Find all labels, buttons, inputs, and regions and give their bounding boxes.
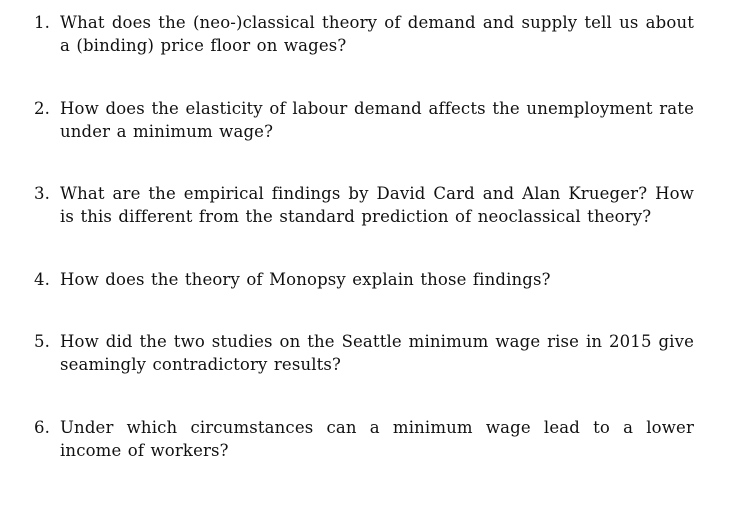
question-number: 5. [34, 332, 51, 351]
question-text: How does the elasticity of labour demand affects the unemployment rate under a minimum wage? [60, 99, 694, 141]
question-number: 6. [34, 418, 51, 437]
question-item [34, 268, 694, 291]
question-item [34, 416, 694, 462]
question-text: What are the empirical findings by David Card and Alan Krueger? How is this different from the standard prediction of neoclassical theory? [60, 184, 694, 226]
question-text: Under which circumstances can a minimum wage lead to a lower income of workers? [60, 418, 694, 460]
question-item [34, 182, 694, 228]
question-number: 2. [34, 99, 51, 118]
question-text: What does the (neo-)classical theory of demand and supply tell us about a (binding) price floor on wages? [60, 13, 694, 55]
question-item [34, 330, 694, 376]
question-text: How does the theory of Monopsy explain those findings? [60, 270, 551, 289]
question-number: 3. [34, 184, 51, 203]
question-number: 4. [34, 270, 51, 289]
question-text: How did the two studies on the Seattle minimum wage rise in 2015 give seamingly contradictory results? [60, 332, 694, 374]
question-number: 1. [34, 13, 51, 32]
question-item [34, 11, 694, 57]
question-item [34, 97, 694, 143]
